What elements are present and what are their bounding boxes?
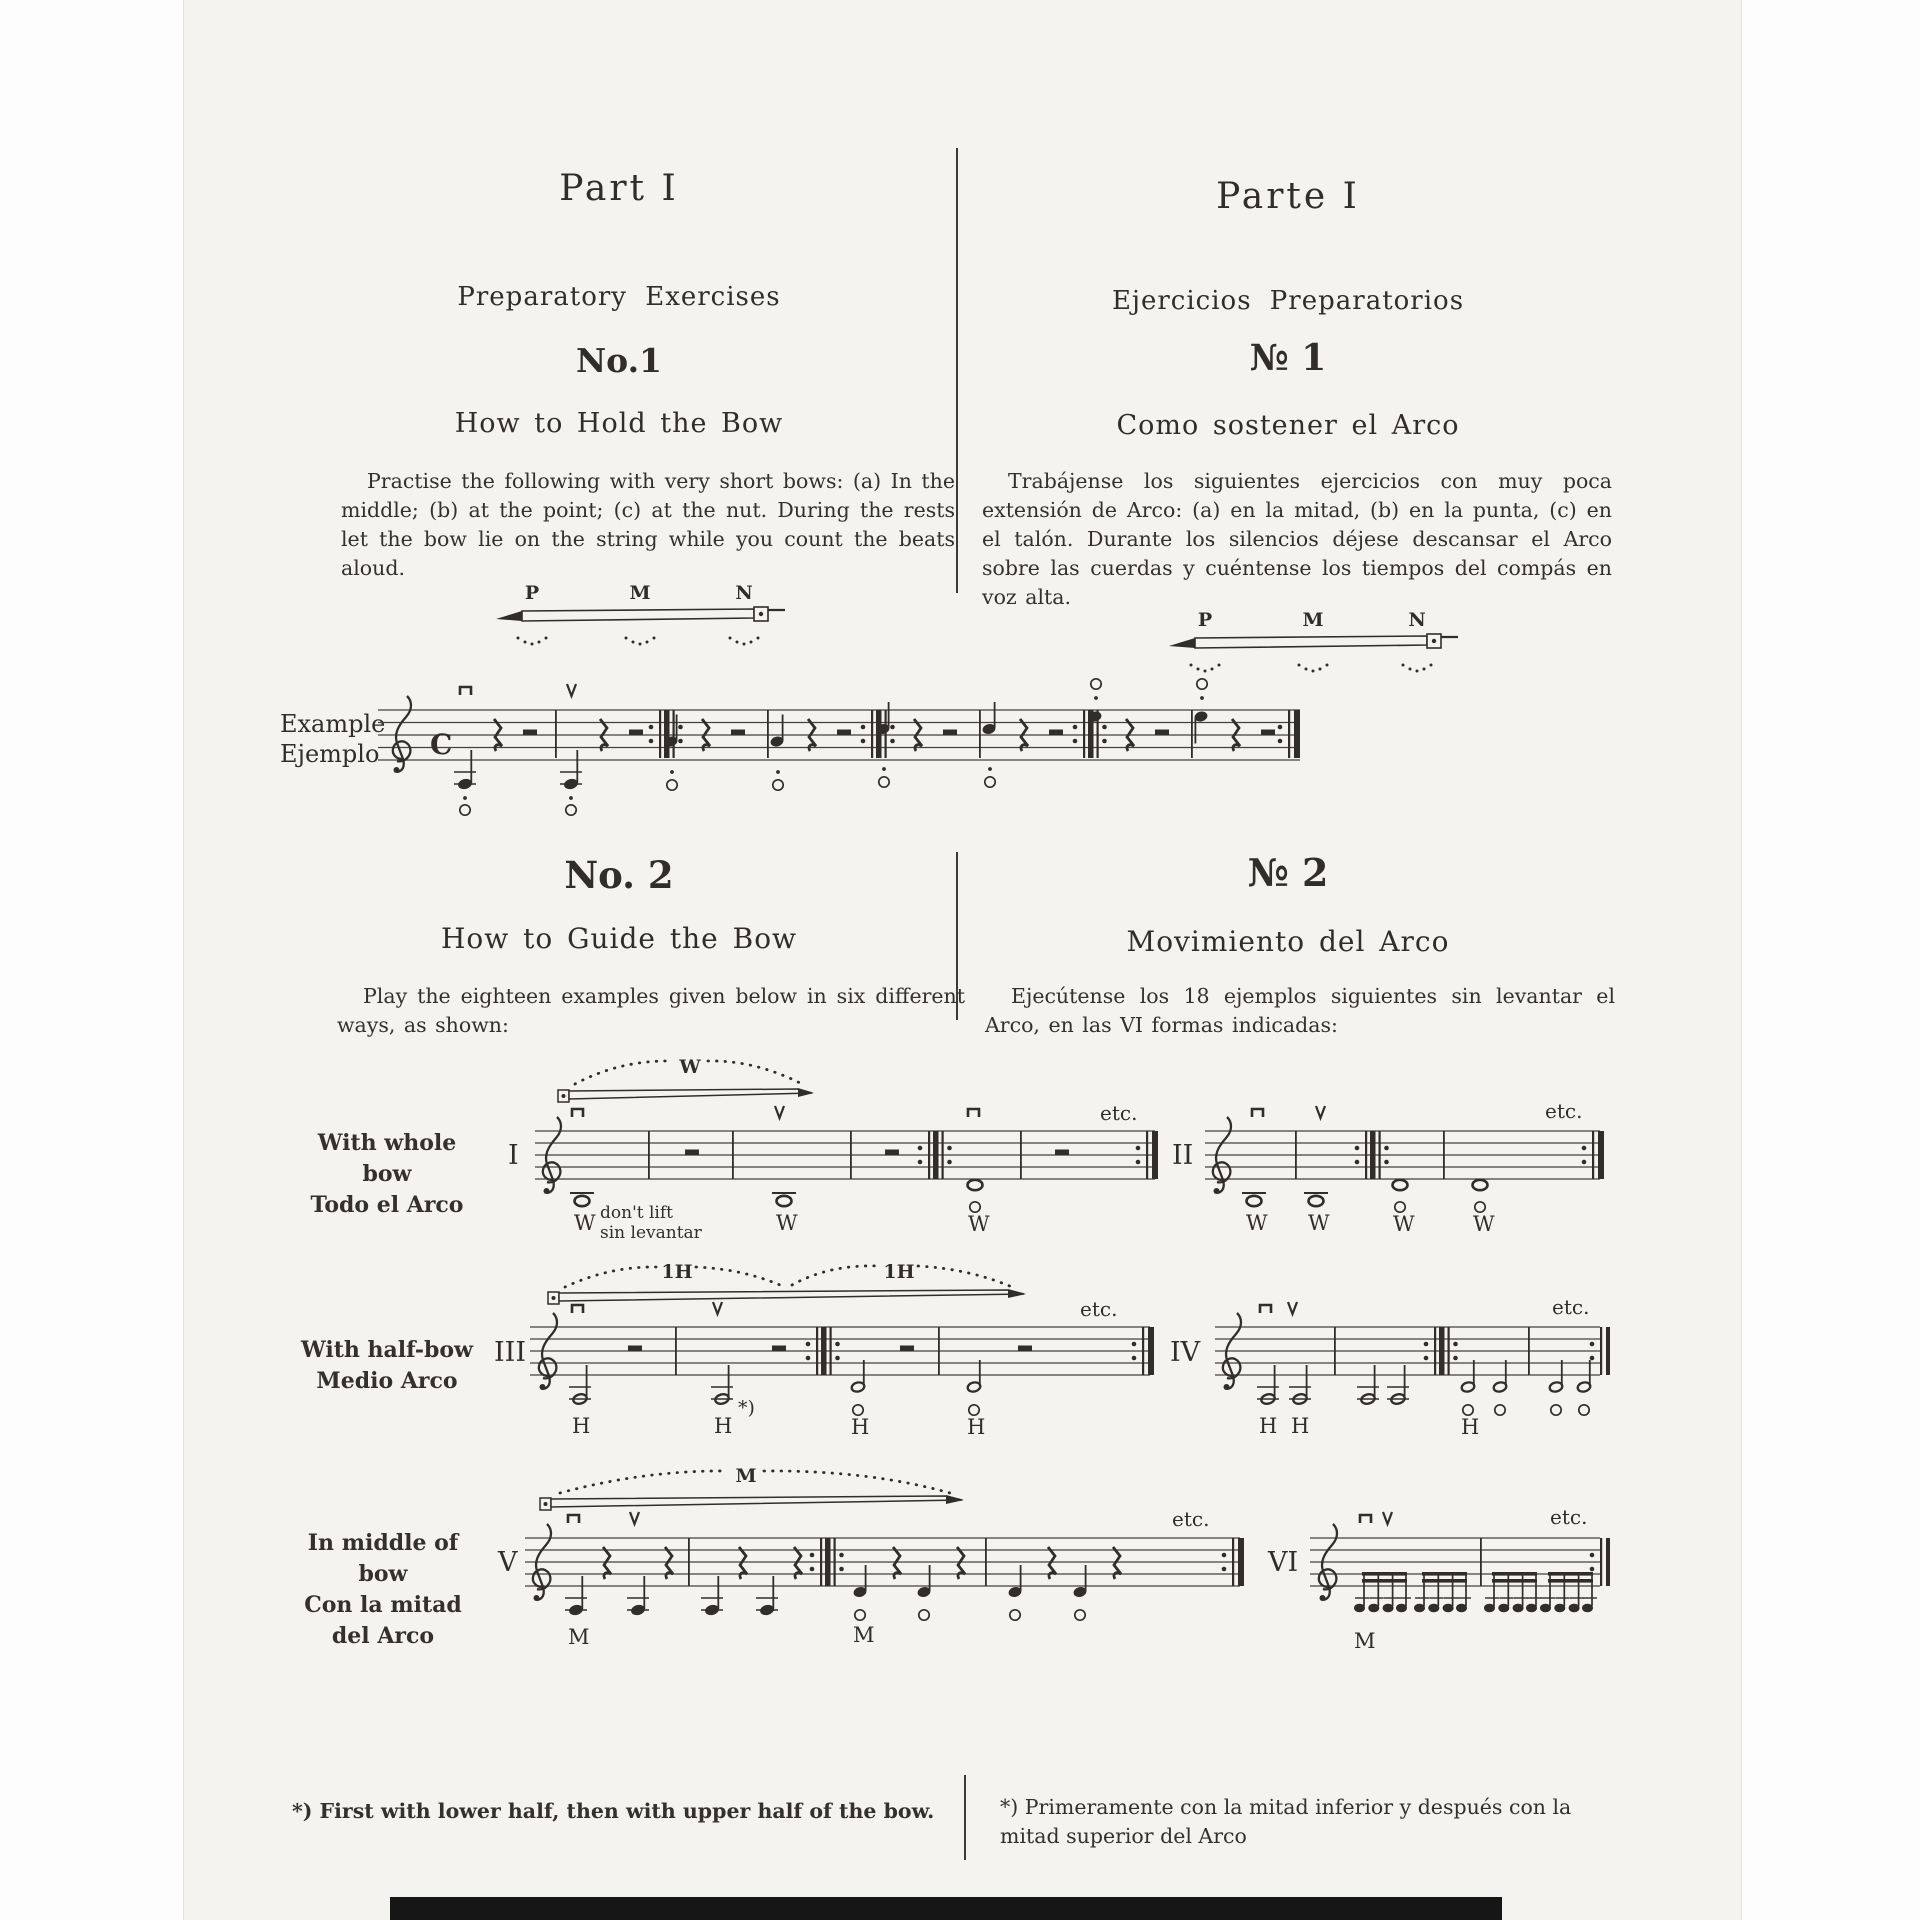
row1-caption	[292, 1128, 482, 1221]
bow-nut-label: N	[1408, 610, 1426, 631]
exercise-number-en: No.1	[575, 341, 663, 380]
annotation-en: don't lift	[600, 1203, 673, 1223]
example-label-es: Ejemplo	[280, 740, 380, 768]
bow-diagram-whole	[558, 1058, 814, 1102]
bow-section-dots	[517, 637, 760, 646]
staff-lines-III	[530, 1327, 1150, 1375]
bow-diagram-half	[548, 1262, 1026, 1304]
string-letter: H	[1461, 1415, 1480, 1439]
row1-caption-es: Todo el Arco	[310, 1192, 464, 1218]
staff-lines-VI	[1310, 1538, 1600, 1586]
string-letter: W	[1393, 1212, 1415, 1236]
row3-caption	[288, 1528, 478, 1652]
barlines	[555, 710, 1300, 758]
down-bow-icon	[460, 687, 471, 695]
instructions2-es: Ejecútense los 18 ejemplos siguientes sin levantar el Arco, en las VI formas indicadas:	[985, 984, 1615, 1037]
string-letter: M	[1354, 1629, 1376, 1653]
exercise2-number-en: No. 2	[564, 853, 674, 897]
exercise-title-es: Como sostener el Arco	[1116, 410, 1460, 441]
etc-label: etc.	[1545, 1099, 1583, 1123]
exercise2-title-en: How to Guide the Bow	[440, 922, 798, 955]
bow-middle-label: M	[629, 583, 651, 604]
etc-label: etc.	[1100, 1101, 1138, 1125]
row1-staves	[480, 1058, 1610, 1290]
down-bow-icon	[968, 1109, 979, 1117]
string-letter: H	[967, 1415, 986, 1439]
notation-III	[569, 1302, 1154, 1415]
up-bow-icon	[1316, 1106, 1325, 1118]
numeral-V: V	[498, 1547, 518, 1578]
exercise-number-es: № 1	[1249, 337, 1327, 379]
up-bow-icon	[1383, 1512, 1392, 1524]
row3-caption-es2: del Arco	[331, 1623, 435, 1649]
example-staff	[278, 672, 1308, 850]
numeral-II: II	[1172, 1140, 1194, 1171]
string-letter: H	[1259, 1414, 1278, 1438]
notation-I	[570, 1106, 1158, 1212]
scan-edge-bar	[390, 1897, 1502, 1920]
part-title-en: Part I	[559, 168, 679, 209]
footnote-es-line2: mitad superior del Arco	[1000, 1824, 1247, 1848]
down-bow-icon	[572, 1305, 583, 1313]
down-bow-icon	[568, 1515, 579, 1523]
bow-diagram-middle	[540, 1468, 964, 1510]
notation-V	[565, 1512, 1244, 1620]
staff-lines-IV	[1215, 1327, 1600, 1375]
string-letter: W	[1246, 1211, 1268, 1235]
up-bow-icon	[630, 1512, 639, 1524]
staff-lines-II	[1205, 1131, 1600, 1179]
row3-staves	[480, 1468, 1610, 1706]
numeral-IV: IV	[1170, 1337, 1201, 1368]
up-bow-icon	[567, 684, 576, 696]
instructions2-en: Play the eighteen examples given below in six different ways, as shown:	[337, 984, 965, 1037]
arc-label-1h: 1H	[661, 1262, 693, 1283]
string-letter: H	[1291, 1414, 1310, 1438]
bow-illustration	[1169, 634, 1458, 648]
row2-staves	[480, 1262, 1610, 1480]
example-label-en: Example	[280, 710, 386, 738]
bow-diagram-left	[492, 583, 792, 655]
annotation-es: sin levantar	[600, 1223, 702, 1243]
numeral-III: III	[494, 1337, 526, 1368]
etc-label: etc.	[1550, 1505, 1588, 1529]
string-letter: M	[853, 1623, 875, 1647]
string-letter: W	[1473, 1212, 1495, 1236]
etc-label: etc.	[1552, 1295, 1590, 1319]
instructions-en: Practise the following with very short bows: (a) In the middle; (b) at the point; (c) at the nut. During the rests let the bow lie on the string while you count the beats aloud.	[341, 469, 955, 580]
bow-illustration	[496, 607, 785, 621]
up-bow-icon	[775, 1106, 784, 1118]
exercise2-number-es: № 2	[1247, 850, 1329, 895]
footnote-es-line1: *) Primeramente con la mitad inferior y después con la	[1000, 1795, 1572, 1819]
row2-caption-es: Medio Arco	[316, 1368, 458, 1394]
row2-caption-en: With half-bow	[301, 1337, 473, 1363]
string-letter: W	[574, 1211, 596, 1235]
staff-lines-V	[525, 1538, 1240, 1586]
down-bow-icon	[572, 1109, 583, 1117]
exercise2-title-es: Movimiento del Arco	[1126, 925, 1450, 958]
up-bow-icon	[1288, 1302, 1297, 1314]
string-letter: H	[851, 1415, 870, 1439]
etc-label: etc.	[1172, 1507, 1210, 1531]
column-divider-footnote	[964, 1775, 966, 1860]
up-bow-icon	[713, 1302, 722, 1314]
instructions-es: Trabájense los siguientes ejercicios con muy poca extensión de Arco: (a) en la mitad, (b) en la punta, (c) en el talón. Durante los silencios déjese descansar el Arco sobre las cuerdas y cuéntense los tiempos del compás en voz alta.	[982, 469, 1612, 609]
row3-caption-es1: Con la mitad	[304, 1592, 462, 1618]
bow-point-label: P	[524, 583, 540, 604]
part-title-es: Parte I	[1216, 176, 1360, 217]
exercise-title-en: How to Hold the Bow	[454, 408, 784, 439]
row3-caption-en: In middle of bow	[307, 1530, 459, 1587]
numeral-I: I	[508, 1140, 519, 1171]
string-letter: W	[776, 1211, 798, 1235]
footnote-en: *) First with lower half, then with upper half of the bow.	[292, 1799, 935, 1823]
footnote-marker: *)	[738, 1397, 755, 1419]
etc-label: etc.	[1080, 1297, 1118, 1321]
down-bow-icon	[1252, 1109, 1263, 1117]
arc-label-m: M	[735, 1468, 757, 1487]
series-title-en: Preparatory Exercises	[457, 282, 781, 312]
string-letter: W	[1308, 1211, 1330, 1235]
series-title-es: Ejercicios Preparatorios	[1111, 286, 1465, 316]
bow-middle-label: M	[1302, 610, 1324, 631]
string-letter: H	[572, 1414, 591, 1438]
down-bow-icon	[1360, 1515, 1371, 1523]
bow-nut-label: N	[735, 583, 753, 604]
footnote-es	[1000, 1793, 1610, 1851]
row1-caption-en: With whole bow	[317, 1130, 457, 1187]
time-signature: C	[430, 728, 453, 761]
bow-point-label: P	[1197, 610, 1213, 631]
arc-label-1h: 1H	[883, 1262, 915, 1283]
string-letter: W	[968, 1212, 990, 1236]
arc-label-w: W	[679, 1058, 701, 1078]
down-bow-icon	[1260, 1305, 1271, 1313]
numeral-VI: VI	[1268, 1547, 1299, 1578]
string-letter: M	[568, 1625, 590, 1649]
string-letter: H	[714, 1414, 733, 1438]
row2-caption	[292, 1335, 482, 1397]
